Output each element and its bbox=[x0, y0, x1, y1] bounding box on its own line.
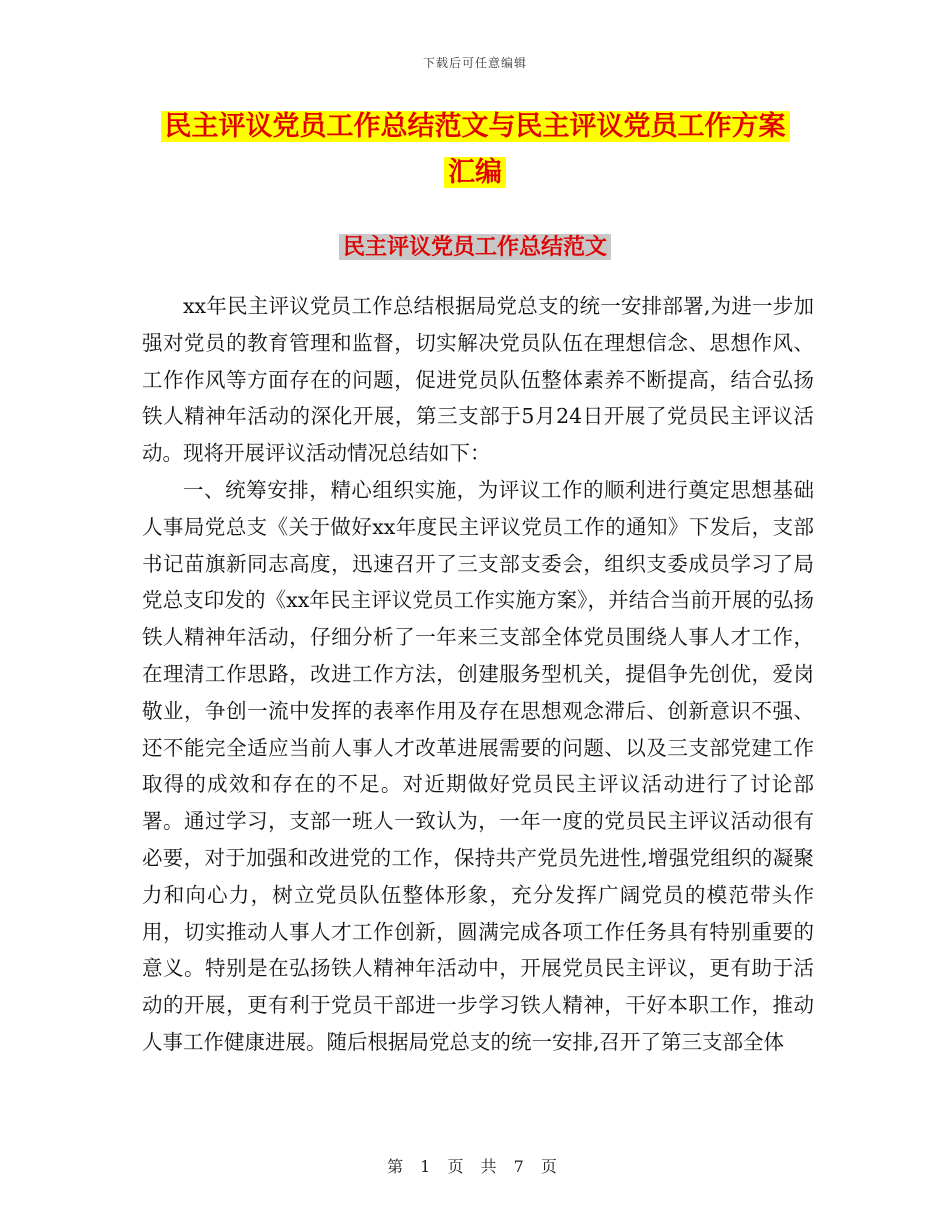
document-title-line1: 民主评议党员工作总结范文与民主评议党员工作方案 bbox=[161, 111, 790, 142]
paragraph: 一、统筹安排，精心组织实施，为评议工作的顺利进行奠定思想基础人事局党总支《关于做好xx年度民主评议党员工作的通知》下发后，支部书记苗旗新同志高度，迅速召开了三支部支委会，组织支委成员学习了局党总支印发的《xx年民主评议党员工作实施方案》，并结合当前开展的弘扬铁人精神年活动，仔细分析了一年来三支部全体党员围绕人事人才工作，在理清工作思路，改进工作方法，创建服务型机关，提倡争先创优，爱岗敬业，争创一流中发挥的表率作用及存在思想观念滞后、创新意识不强、还不能完全适应当前人事人才改革进展需要的问题、以及三支部党建工作取得的成效和存在的不足。对近期做好党员民主评议活动进行了讨论部署。通过学习，支部一班人一致认为，一年一度的党员民主评议活动很有必要，对于加强和改进党的工作，保持共产党员先进性,增强党组织的凝聚力和向心力，树立党员队伍整体形象，充分发挥广阔党员的模范带头作用，切实推动人事人才工作创新，圆满完成各项工作任务具有特别重要的意义。特别是在弘扬铁人精神年活动中，开展党员民主评议，更有助于活动的开展，更有利于党员干部进一步学习铁人精神，干好本职工作，推动人事工作健康进展。随后根据局党总支的统一安排,召开了第三支部全体 bbox=[142, 477, 814, 1054]
header-note: 下载后可任意编辑 bbox=[422, 56, 527, 70]
section-title bbox=[0, 232, 950, 262]
paragraph: xx年民主评议党员工作总结根据局党总支的统一安排部署,为进一步加强对党员的教育管理和监督，切实解决党员队伍在理想信念、思想作风、工作作风等方面存在的问题，促进党员队伍整体素养不断提高，结合弘扬铁人精神年活动的深化开展，第三支部于5月24日开展了党员民主评议活动。现将开展评议活动情况总结如下： bbox=[142, 294, 814, 466]
page-footer: 第 1 页 共 7 页 bbox=[387, 1157, 563, 1176]
document-title-line2: 汇编 bbox=[444, 157, 506, 188]
section-title-text: 民主评议党员工作总结范文 bbox=[339, 234, 611, 260]
document-title bbox=[120, 104, 830, 196]
body-text bbox=[142, 288, 814, 1061]
